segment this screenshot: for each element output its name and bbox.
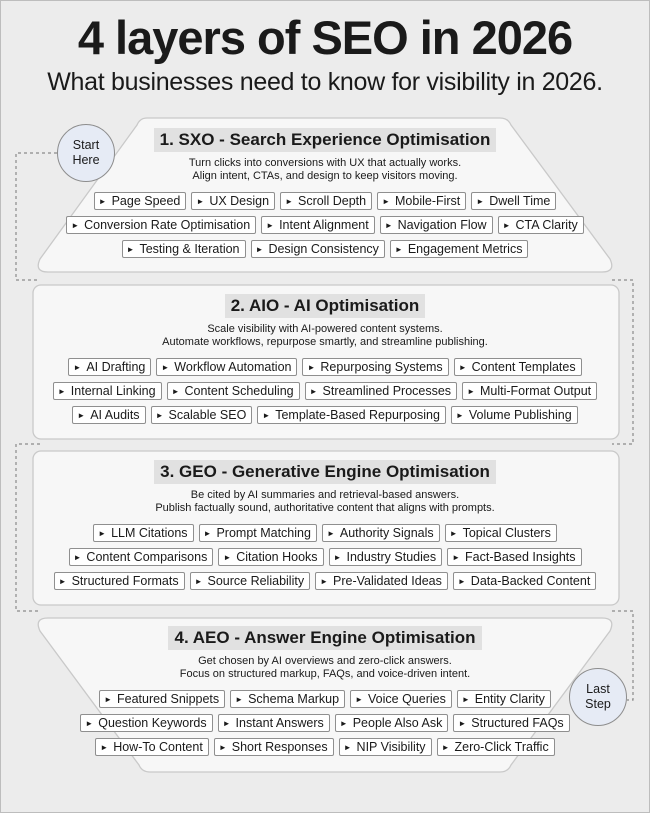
tag: ► Featured Snippets [99,690,225,708]
tag: ► Source Reliability [190,572,311,590]
tag-row [0,240,650,258]
tag: ► Intent Alignment [261,216,375,234]
tag: ► Dwell Time [471,192,556,210]
end-marker-line-2: Step [585,697,611,711]
layer-sxo [0,128,650,264]
start-marker-line-2: Here [72,153,100,167]
play-arrow-icon: ► [222,718,231,728]
tag: ► Navigation Flow [380,216,493,234]
play-arrow-icon: ► [355,694,364,704]
start-marker-line-1: Start [72,138,100,152]
play-arrow-icon: ► [449,528,458,538]
play-arrow-icon: ► [104,694,112,704]
tag-row [0,738,650,756]
layer-description: Scale visibility with AI-powered content systems. Automate workflows, repurpose smartly, and streamline publishing. [162,323,488,348]
tag: ► AI Audits [72,406,145,424]
tag: ► Scroll Depth [280,192,372,210]
play-arrow-icon: ► [384,220,393,230]
play-arrow-icon: ► [285,196,293,206]
tag: ► Topical Clusters [445,524,557,542]
play-arrow-icon: ► [98,196,107,206]
tag-row [0,382,650,400]
play-arrow-icon: ► [155,410,164,420]
play-arrow-icon: ► [382,196,390,206]
tag: ► Internal Linking [53,382,162,400]
play-arrow-icon: ► [309,386,318,396]
play-arrow-icon: ► [77,410,86,420]
tag: ► Content Scheduling [167,382,300,400]
tag-row [0,548,650,566]
tag: ► Authority Signals [322,524,440,542]
tag: ► Conversion Rate Optimisation [66,216,256,234]
play-arrow-icon: ► [218,742,227,752]
play-arrow-icon: ► [196,196,205,206]
end-marker-line-1: Last [586,682,610,696]
tag: ► Prompt Matching [199,524,317,542]
play-arrow-icon: ► [203,528,212,538]
page-title: 4 layers of SEO in 2026 [77,11,573,64]
play-arrow-icon: ► [171,386,180,396]
tag: ► Data-Backed Content [453,572,596,590]
tag: ► AI Drafting [68,358,151,376]
tag: ► Entity Clarity [457,690,551,708]
play-arrow-icon: ► [476,196,485,206]
play-arrow-icon: ► [467,386,475,396]
play-arrow-icon: ► [457,576,466,586]
play-arrow-icon: ► [85,718,94,728]
play-arrow-icon: ► [307,362,316,372]
play-arrow-icon: ► [223,552,232,562]
play-arrow-icon: ► [458,362,467,372]
tag: ► Design Consistency [251,240,385,258]
tag: ► NIP Visibility [339,738,432,756]
play-arrow-icon: ► [343,742,352,752]
tag: ► Structured Formats [54,572,185,590]
tag: ► Repurposing Systems [302,358,448,376]
tag: ► Voice Queries [350,690,452,708]
play-arrow-icon: ► [126,244,135,254]
tag: ► Streamlined Processes [305,382,457,400]
layer-aeo [0,626,650,762]
page-subtitle: What businesses need to know for visibility in 2026. [47,68,603,96]
tag-row [0,524,650,542]
tag: ► Citation Hooks [218,548,323,566]
tag: ► Volume Publishing [451,406,578,424]
layer-title: 2. AIO - AI Optimisation [225,294,426,318]
layer-description: Turn clicks into conversions with UX that actually works. Align intent, CTAs, and design to keep visitors moving. [188,157,462,182]
play-arrow-icon: ► [441,742,450,752]
play-arrow-icon: ► [73,362,82,372]
tag: ► How-To Content [95,738,209,756]
play-arrow-icon: ► [262,410,271,420]
tag-row [0,714,650,732]
layer-description: Be cited by AI summaries and retrieval-based answers. Publish factually sound, authoritative content that aligns with prompts. [155,489,495,514]
tag: ► People Also Ask [335,714,449,732]
tag: ► LLM Citations [93,524,193,542]
tag: ► Zero-Click Traffic [437,738,555,756]
play-arrow-icon: ► [71,220,80,230]
tag: ► Testing & Iteration [122,240,246,258]
tag: ► Content Comparisons [69,548,214,566]
play-arrow-icon: ► [100,742,109,752]
play-arrow-icon: ► [98,528,107,538]
play-arrow-icon: ► [235,694,244,704]
tag-row [0,192,650,210]
play-arrow-icon: ► [255,244,264,254]
play-arrow-icon: ► [394,244,403,254]
play-arrow-icon: ► [326,528,335,538]
layer-title: 3. GEO - Generative Engine Optimisation [154,460,496,484]
tag-list [0,358,650,424]
tag: ► Pre-Validated Ideas [315,572,448,590]
tag: ► Workflow Automation [156,358,297,376]
tag-list [0,524,650,590]
play-arrow-icon: ► [502,220,511,230]
tag: ► Mobile-First [377,192,466,210]
play-arrow-icon: ► [339,718,348,728]
tag-list [0,192,650,258]
tag: ► Page Speed [94,192,187,210]
play-arrow-icon: ► [194,576,203,586]
layer-description: Get chosen by AI overviews and zero-click answers. Focus on structured markup, FAQs, and voice-driven intent. [179,655,471,680]
tag: ► Engagement Metrics [390,240,529,258]
play-arrow-icon: ► [333,552,342,562]
tag: ► Schema Markup [230,690,345,708]
play-arrow-icon: ► [73,552,82,562]
layer-geo [0,460,650,596]
tag: ► Industry Studies [329,548,443,566]
play-arrow-icon: ► [452,552,461,562]
play-arrow-icon: ► [58,576,67,586]
tag: ► Multi-Format Output [462,382,597,400]
layer-aio [0,294,650,430]
tag-row [0,690,650,708]
tag: ► Instant Answers [218,714,330,732]
tag: ► Template-Based Repurposing [257,406,446,424]
layer-title: 4. AEO - Answer Engine Optimisation [168,626,481,650]
play-arrow-icon: ► [461,694,470,704]
tag-row [0,216,650,234]
play-arrow-icon: ► [266,220,275,230]
tag: ► Structured FAQs [453,714,569,732]
tag-row [0,572,650,590]
tag: ► Short Responses [214,738,334,756]
tag: ► Question Keywords [80,714,212,732]
play-arrow-icon: ► [57,386,66,396]
layer-title: 1. SXO - Search Experience Optimisation [154,128,497,152]
play-arrow-icon: ► [320,576,328,586]
play-arrow-icon: ► [161,362,170,372]
tag: ► Scalable SEO [151,406,253,424]
tag-row [0,358,650,376]
tag-list [0,690,650,756]
play-arrow-icon: ► [458,718,467,728]
tag: ► CTA Clarity [498,216,584,234]
play-arrow-icon: ► [455,410,464,420]
tag: ► UX Design [191,192,275,210]
tag: ► Content Templates [454,358,582,376]
tag: ► Fact-Based Insights [447,548,581,566]
tag-row [0,406,650,424]
